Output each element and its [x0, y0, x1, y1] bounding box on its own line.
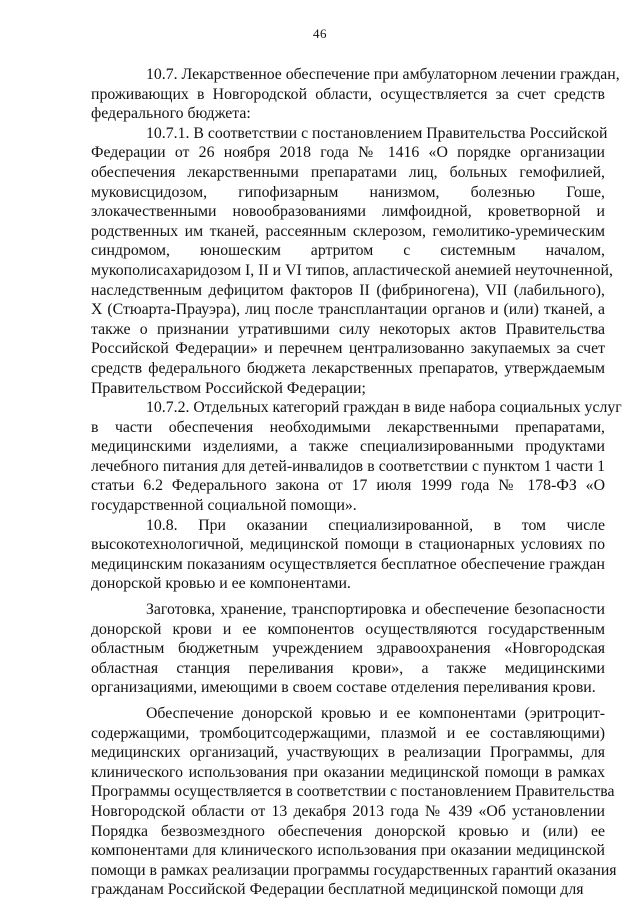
text-line: Порядка безвозмездного обеспечения донорской кровью и (или) ее [91, 822, 605, 840]
text-line: Программы осуществляется в соответствии с постановлением Правительства [91, 783, 615, 801]
text-line: компонентами для клинического использования при оказании медицинской [91, 842, 605, 860]
text-line: Российской Федерации» и перечнем централизованно закупаемых за счет [91, 340, 605, 358]
text-line: злокачественными новообразованиями лимфоидной, кроветворной и [91, 203, 605, 221]
text-line: медицинских организаций, участвующих в реализации Программы, для [91, 744, 605, 762]
text-line: средств федерального бюджета лекарственных препаратов, утверждаемым [91, 359, 605, 377]
text-line: 10.8. При оказании специализированной, в том числе [146, 516, 605, 534]
text-line: высокотехнологичной, медицинской помощи в стационарных условиях по [91, 536, 605, 554]
text-line: X (Стюарта-Прауэра), лиц после трансплантации органов и (или) тканей, а [91, 301, 605, 319]
text-line: донорской крови и ее компонентов осуществляются государственным [91, 620, 605, 638]
text-line: статьи 6.2 Федерального закона от 17 июля 1999 года № 178-ФЗ «О [91, 477, 605, 495]
text-line: организациями, имеющими в своем составе отделения переливания крови. [91, 679, 596, 697]
text-line: лечебного питания для детей-инвалидов в соответствии с пунктом 1 части 1 [91, 457, 605, 475]
paragraph [91, 516, 605, 594]
text-line: медицинским показаниям осуществляется бесплатное обеспечение граждан [91, 555, 605, 573]
text-line: родственных им тканей, рассеянным склерозом, гемолитико-уремическим [91, 222, 605, 240]
paragraph [91, 124, 613, 398]
text-line: в части обеспечения необходимыми лекарственными препаратами, [91, 418, 605, 436]
text-line: государственной социальной помощи». [91, 497, 357, 515]
text-line: также о признании утратившими силу некоторых актов Правительства [91, 320, 605, 338]
text-line: Новгородской области от 13 декабря 2013 года № 439 «Об установлении [91, 802, 605, 820]
text-line: медицинскими изделиями, а также специализированными продуктами [91, 438, 605, 456]
text-line: мукополисахаридозом I, II и VI типов, апластической анемией неуточненной, [91, 261, 613, 279]
text-line: клинического использования при оказании медицинской помощи в рамках [91, 763, 605, 781]
text-line: 10.7.1. В соответствии с постановлением Правительства Российской [146, 124, 608, 142]
text-line: 10.7.2. Отдельных категорий граждан в виде набора социальных услуг [146, 399, 622, 417]
text-line: федерального бюджета: [91, 105, 251, 123]
text-line: Правительством Российской Федерации; [91, 379, 366, 397]
text-line: помощи в рамках реализации программы государственных гарантий оказания [91, 861, 617, 879]
text-line: проживающих в Новгородской области, осуществляется за счет средств [91, 85, 605, 103]
text-line: областным бюджетным учреждением здравоохранения «Новгородская [91, 640, 605, 658]
text-line: Заготовка, хранение, транспортировка и обеспечение безопасности [146, 601, 605, 619]
text-line: синдромом, юношеским артритом с системным началом, [91, 242, 605, 260]
paragraph [91, 398, 622, 516]
text-line: муковисцидозом, гипофизарным нанизмом, болезнью Гоше, [91, 183, 605, 201]
text-line: содержащими, тромбоцитсодержащими, плазмой и ее составляющими) [91, 724, 605, 742]
text-line: наследственным дефицитом факторов II (фибриногена), VII (лабильного), [91, 281, 605, 299]
paragraph [91, 600, 605, 698]
text-line: донорской кровью и ее компонентами. [91, 575, 351, 593]
paragraph [91, 65, 620, 124]
text-line: областная станция переливания крови», а также медицинскими [91, 659, 605, 677]
text-line: Федерации от 26 ноября 2018 года № 1416 «О порядке организации [91, 144, 605, 162]
page-number: 46 [313, 26, 327, 41]
text-line: 10.7. Лекарственное обеспечение при амбулаторном лечении граждан, [146, 66, 620, 83]
document-body [91, 65, 622, 900]
text-line: гражданам Российской Федерации бесплатной медицинской помощи для [91, 881, 584, 899]
text-line: Обеспечение донорской кровью и ее компонентами (эритроцит- [146, 705, 605, 722]
paragraph [91, 704, 617, 900]
text-line: обеспечения лекарственными препаратами лиц, больных гемофилией, [91, 163, 605, 181]
